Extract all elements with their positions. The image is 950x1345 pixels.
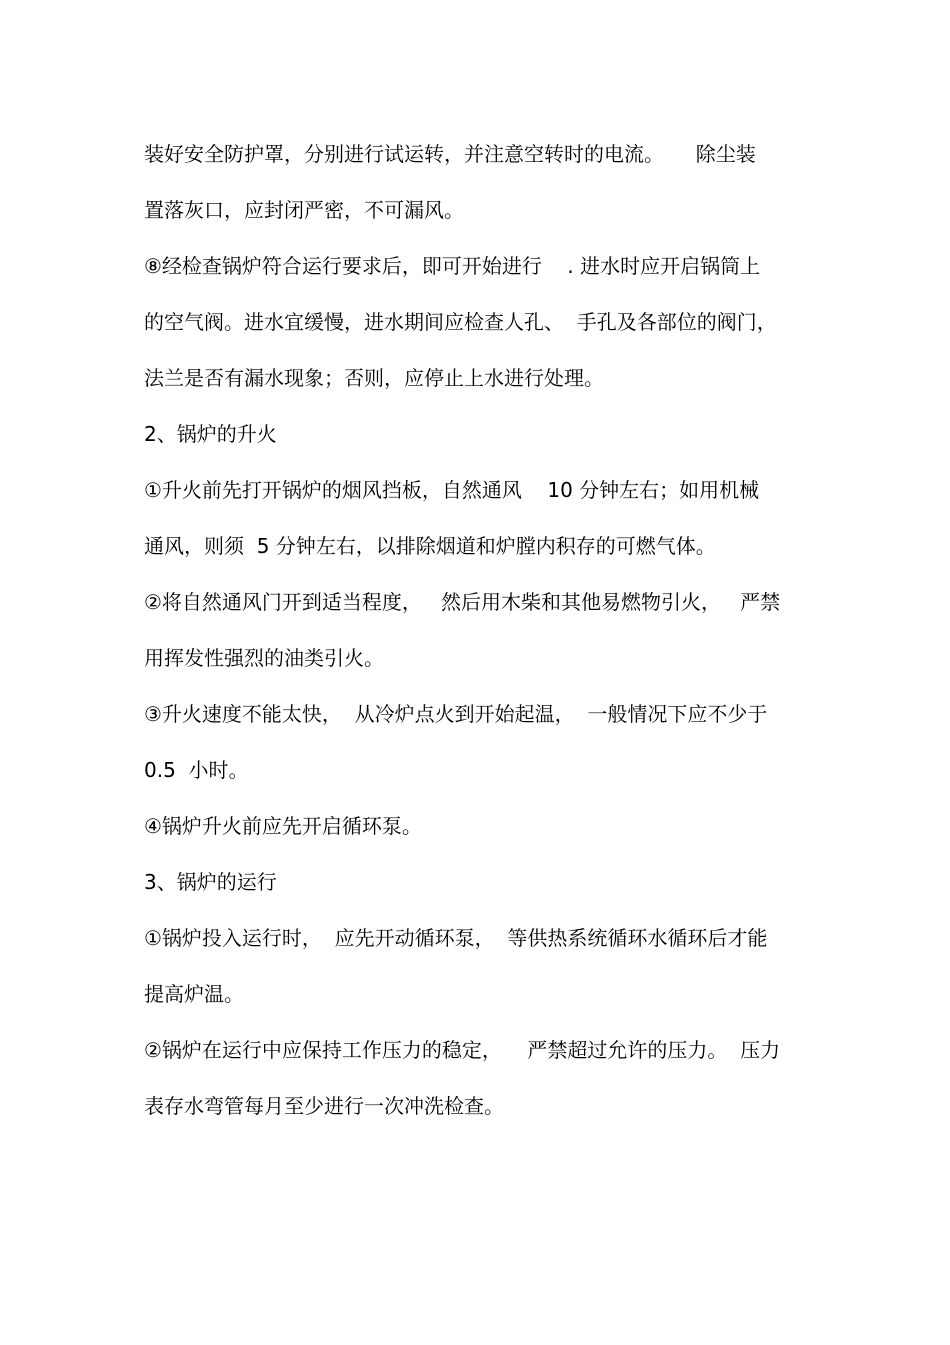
section-heading: 2、锅炉的升火: [144, 422, 277, 446]
text-line: ②锅炉在运行中应保持工作压力的稳定， 严禁超过允许的压力。 压力: [144, 1038, 781, 1062]
text-line: ①升火前先打开锅炉的烟风挡板，自然通风 10 分钟左右；如用机械: [144, 478, 760, 502]
text-line: ①锅炉投入运行时， 应先开动循环泵， 等供热系统循环水循环后才能: [144, 926, 768, 950]
text-line: ③升火速度不能太快， 从冷炉点火到开始起温， 一般情况下应不少于: [144, 702, 768, 726]
text-line: 表存水弯管每月至少进行一次冲洗检查。: [144, 1094, 504, 1118]
text-line: 法兰是否有漏水现象；否则，应停止上水进行处理。: [144, 366, 604, 390]
text-line: 通风，则须 5 分钟左右，以排除烟道和炉膛内积存的可燃气体。: [144, 534, 716, 558]
text-line: 的空气阀。进水宜缓慢，进水期间应检查人孔、 手孔及各部位的阀门，: [144, 310, 777, 334]
text-line: ④锅炉升火前应先开启循环泵。: [144, 814, 422, 838]
text-line: 装好安全防护罩，分别进行试运转，并注意空转时的电流。 除尘装: [144, 142, 756, 166]
text-line: ⑧经检查锅炉符合运行要求后，即可开始进行 . 进水时应开启锅筒上: [144, 254, 761, 278]
text-line: 提高炉温。: [144, 982, 244, 1006]
text-line: 用挥发性强烈的油类引火。: [144, 646, 384, 670]
text-line: 0.5 小时。: [144, 758, 249, 782]
text-line: 置落灰口，应封闭严密，不可漏风。: [144, 198, 464, 222]
section-heading: 3、锅炉的运行: [144, 870, 277, 894]
text-line: ②将自然通风门开到适当程度， 然后用木柴和其他易燃物引火， 严禁: [144, 590, 781, 614]
